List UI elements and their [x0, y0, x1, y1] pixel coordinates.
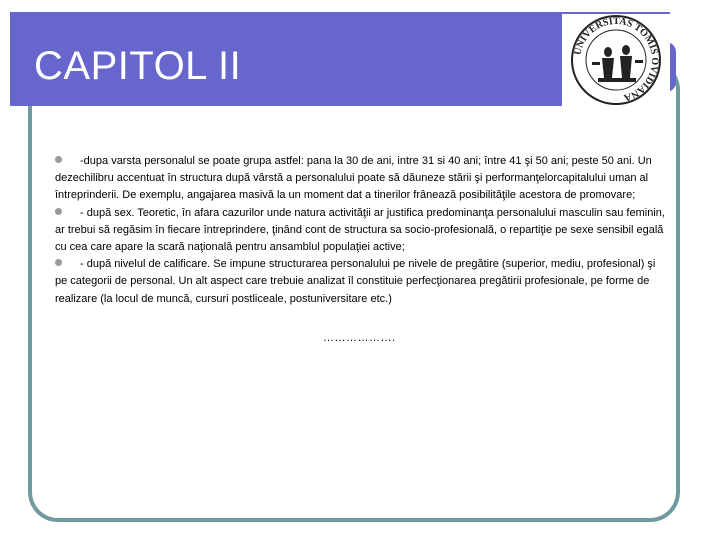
seal-text: UNIVERSITAS TOMIS OVIDIANA [572, 15, 661, 104]
list-item [55, 256, 667, 308]
bullet-text-sex: - după sex. Teoretic, în afara cazurilor unde natura activităţii ar justifica predominanţa personalului masculin sau feminin, ar trebui să regăsim în fiecare întreprindere, ţinând cont de structura sa socio-profesională, o repartiţie pe sexe sensibil egală cu cea care apare la scară naţională pentru ansamblul populaţiei active; [55, 206, 665, 254]
list-item [55, 153, 667, 205]
seal-emblem [562, 14, 670, 106]
bullet-text-age: -dupa varsta personalul se poate grupa astfel: pana la 30 de ani, intre 31 si 40 ani; între 41 şi 50 ani; peste 50 ani. Un dezechilibru accentuat în structura după vârstă a personalului poate să dăuneze stării şi performanţelorcapitalului uman al întreprinderii. De exemplu, angajarea masivă la un moment dat a tinerilor frânează posibilităţile acestora de promovare; [55, 155, 652, 202]
university-seal-logo [562, 14, 670, 106]
slide-title: CAPITOL II [34, 44, 242, 88]
bullet-dot-icon [55, 156, 62, 163]
bullet-dot-icon [55, 259, 62, 266]
slide-body [55, 153, 667, 347]
continuation-ellipsis: ………………. [323, 331, 396, 344]
bullet-text-qualification: - după nivelul de calificare. Se impune structurarea personalului pe nivele de pregătire (superior, mediu, profesional) şi pe categorii de personal. Un alt aspect care trebuie analizat îl constituie perfecţionarea pregătirii profesionale, pe forme de realizare (la locul de muncă, cursuri postliceale, postuniversitare etc.) [55, 258, 656, 305]
bullet-dot-icon [55, 208, 62, 215]
list-item [55, 205, 667, 257]
